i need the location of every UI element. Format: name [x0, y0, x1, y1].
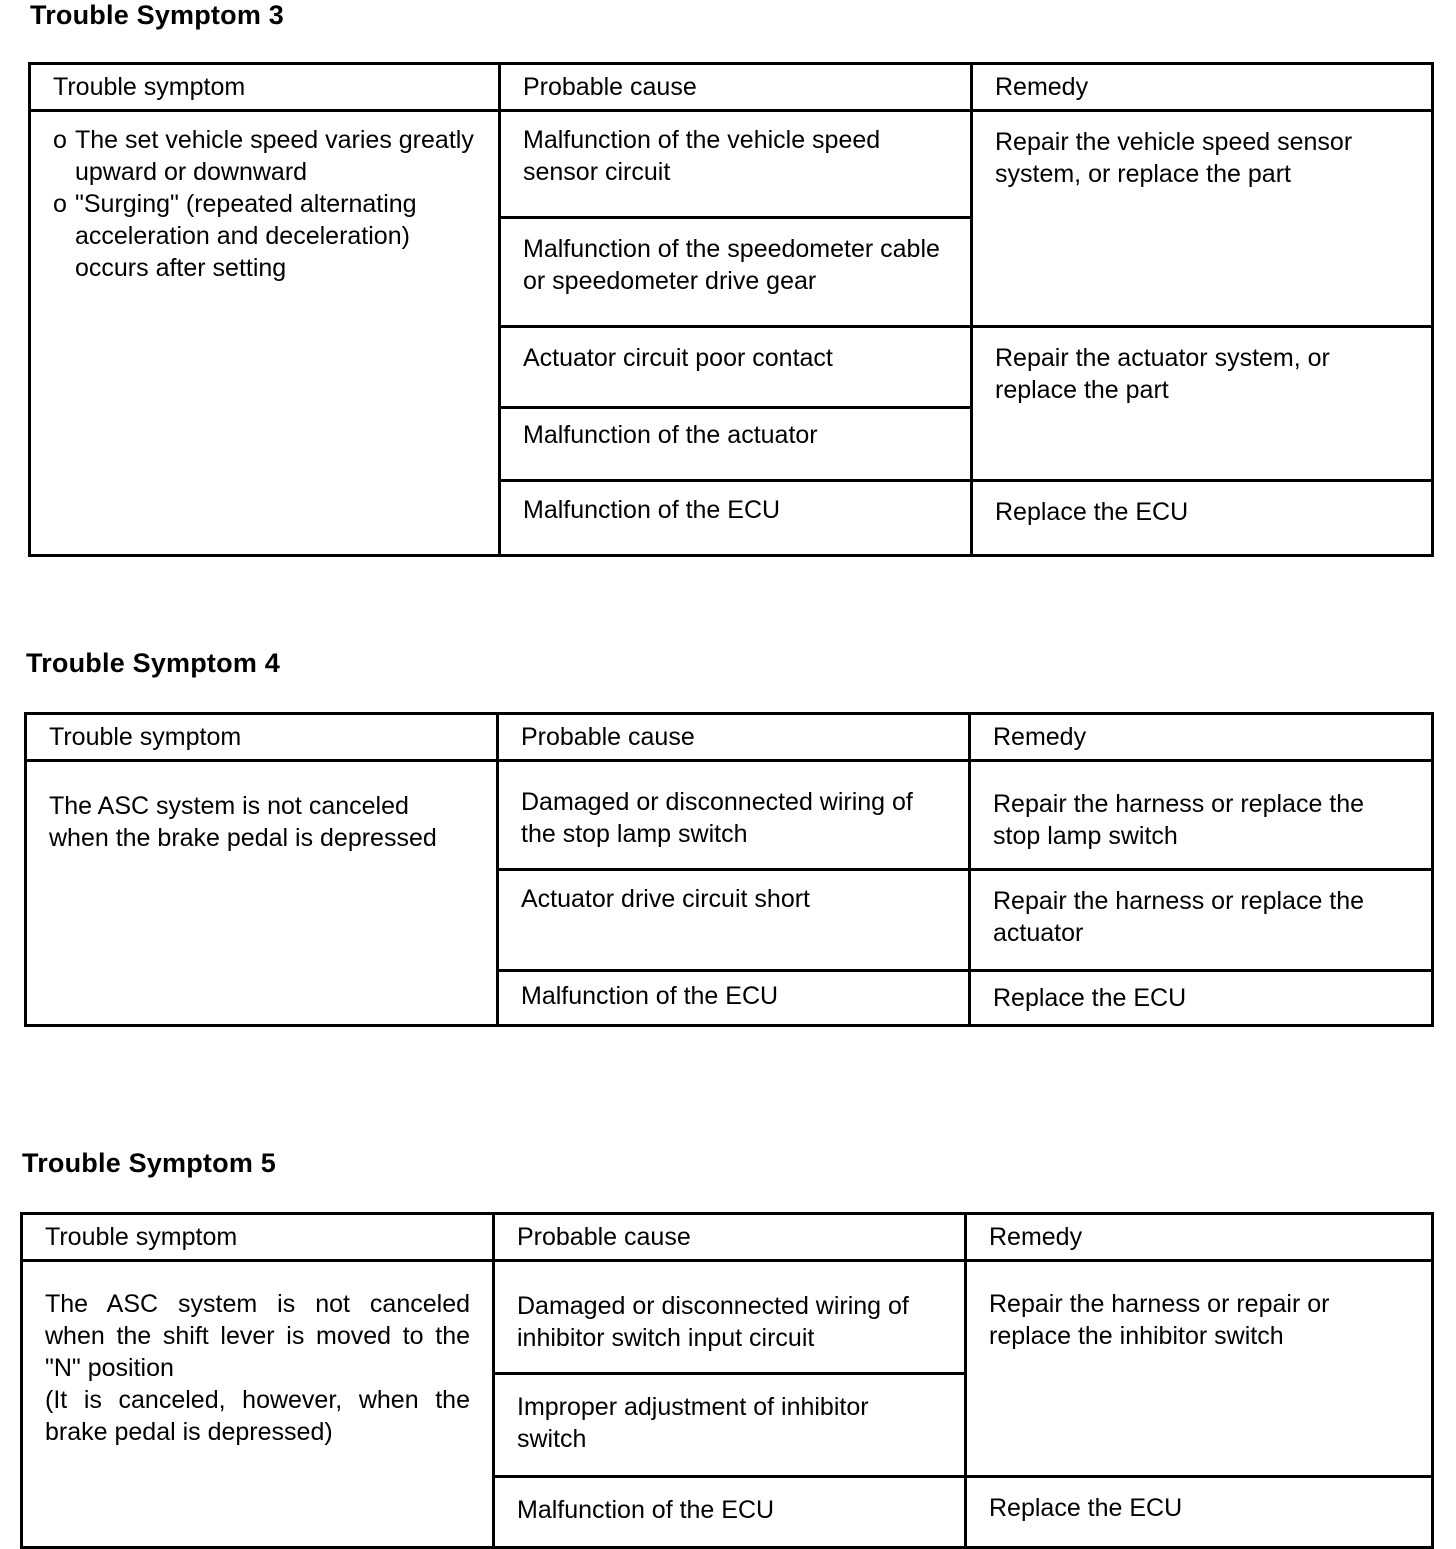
symptom-list	[53, 124, 476, 284]
remedy-cell: Repair the harness or replace the stop lamp switch	[970, 761, 1433, 870]
cause-cell: Actuator drive circuit short	[498, 870, 970, 971]
remedy-cell: Replace the ECU	[972, 481, 1433, 556]
header-remedy: Remedy	[966, 1214, 1433, 1261]
cause-cell: Malfunction of the ECU	[500, 481, 972, 556]
section-title-symptom-4: Trouble Symptom 4	[26, 648, 280, 678]
table-header-row	[30, 64, 1433, 111]
header-probable-cause: Probable cause	[494, 1214, 966, 1261]
table-header-row	[22, 1214, 1433, 1261]
remedy-cell: Repair the actuator system, or replace the part	[972, 327, 1433, 481]
cause-cell: Malfunction of the ECU	[498, 971, 970, 1026]
header-trouble-symptom: Trouble symptom	[26, 714, 498, 761]
cause-cell: Malfunction of the ECU	[494, 1477, 966, 1548]
header-remedy: Remedy	[970, 714, 1433, 761]
symptom-cell	[22, 1261, 494, 1548]
table-header-row	[26, 714, 1433, 761]
remedy-cell: Replace the ECU	[966, 1477, 1433, 1548]
symptom-text: The ASC system is not canceled when the shift lever is moved to the "N" position	[45, 1290, 470, 1382]
header-trouble-symptom: Trouble symptom	[22, 1214, 494, 1261]
symptom-item: o "Surging" (repeated alternating acceleration and deceleration) occurs after setting	[53, 188, 476, 284]
remedy-cell: Repair the vehicle speed sensor system, or replace the part	[972, 111, 1433, 327]
trouble-table-symptom-5	[20, 1212, 1434, 1549]
section-title-symptom-3: Trouble Symptom 3	[30, 0, 284, 30]
cause-cell: Damaged or disconnected wiring of inhibitor switch input circuit	[494, 1261, 966, 1374]
header-probable-cause: Probable cause	[500, 64, 972, 111]
trouble-table-symptom-4	[24, 712, 1434, 1027]
cause-cell: Malfunction of the vehicle speed sensor circuit	[500, 111, 972, 218]
header-remedy: Remedy	[972, 64, 1433, 111]
table-row	[30, 111, 1433, 218]
cause-cell: Damaged or disconnected wiring of the stop lamp switch	[498, 761, 970, 870]
remedy-cell: Repair the harness or replace the actuator	[970, 870, 1433, 971]
section-title-symptom-5: Trouble Symptom 5	[22, 1148, 276, 1178]
cause-cell: Malfunction of the speedometer cable or speedometer drive gear	[500, 218, 972, 327]
header-probable-cause: Probable cause	[498, 714, 970, 761]
table-row	[26, 761, 1433, 870]
symptom-item: o The set vehicle speed varies greatly upward or downward	[53, 124, 476, 188]
remedy-cell: Repair the harness or repair or replace the inhibitor switch	[966, 1261, 1433, 1477]
trouble-table-symptom-3	[28, 62, 1434, 557]
cause-cell: Improper adjustment of inhibitor switch	[494, 1374, 966, 1477]
cause-cell: Actuator circuit poor contact	[500, 327, 972, 408]
cause-cell: Malfunction of the actuator	[500, 408, 972, 481]
symptom-cell: The ASC system is not canceled when the brake pedal is depressed	[26, 761, 498, 1026]
symptom-note: (It is canceled, however, when the brake pedal is depressed)	[45, 1386, 470, 1446]
remedy-cell: Replace the ECU	[970, 971, 1433, 1026]
header-trouble-symptom: Trouble symptom	[30, 64, 500, 111]
symptom-cell	[30, 111, 500, 556]
table-row	[22, 1261, 1433, 1374]
